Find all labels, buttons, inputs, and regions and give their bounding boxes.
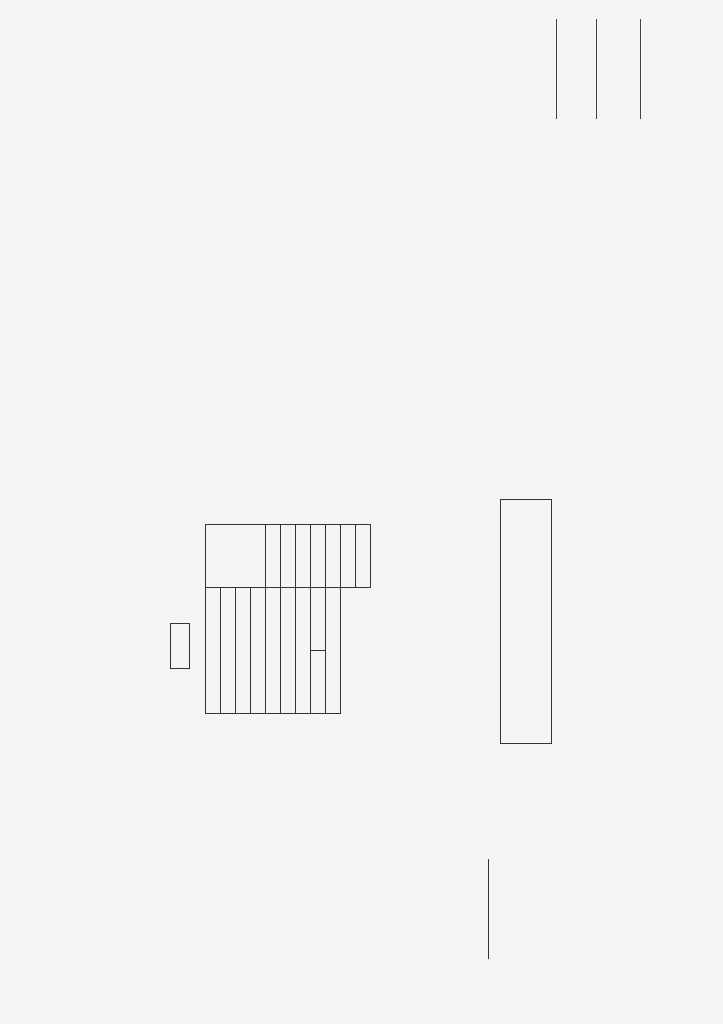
total-value — [311, 588, 326, 651]
reverse-line — [488, 859, 489, 959]
cashier-name — [326, 588, 341, 714]
credit-account — [251, 588, 266, 714]
op-kind — [326, 525, 341, 588]
checks-note-3 — [296, 588, 311, 714]
purpose-1 — [341, 525, 356, 588]
copy-note-box — [500, 499, 552, 744]
debit-account — [221, 588, 236, 714]
total-head — [281, 525, 296, 588]
checks-note-1 — [266, 588, 281, 714]
purpose-2 — [356, 525, 371, 588]
total-sum-head — [296, 525, 311, 588]
sum-head — [206, 525, 266, 588]
checks-note-2 — [281, 588, 296, 714]
doc-number-box — [170, 623, 190, 669]
sign-line-1 — [556, 19, 557, 119]
payment-table — [205, 524, 371, 714]
cashier-label — [311, 651, 326, 714]
debit-head — [206, 588, 221, 714]
code-head — [311, 525, 326, 588]
sum-value — [266, 525, 281, 588]
sign-line-2 — [596, 19, 597, 119]
credit-head — [236, 588, 251, 714]
sign-line-3 — [640, 19, 641, 119]
